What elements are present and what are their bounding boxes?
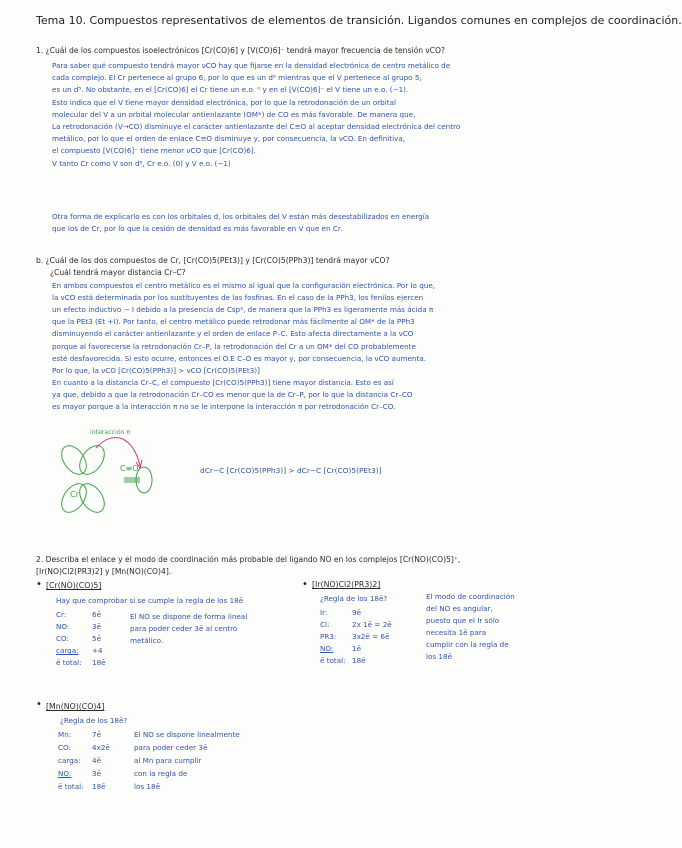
count-label: PR3:: [320, 632, 337, 641]
bullet-icon: •: [302, 579, 308, 590]
answer-line: es un d⁵. No obstante, en el [Cr(CO)6] el Cr tiene un e.o. ⁰ y en el [V(CO)6]⁻ el V tiene un e.o. (−1).: [52, 85, 409, 95]
mn-intro: ¿Regla de los 18ē?: [60, 716, 128, 725]
count-label: Ir:: [320, 608, 328, 617]
question-2: 2. Describa el enlace y el modo de coordinación más probable del ligando NO en los complejos [Cr(NO)(CO)5]⁺,: [36, 555, 461, 564]
count-value: 5ē: [92, 634, 101, 643]
answer-line: Por lo que, la νCO [Cr(CO)5(PPh3)] > νCO [Cr(CO)5(PEt3)]: [52, 365, 260, 375]
answer-line: esté desfavorecida. Si esto ocurre, entonces el O.E C–O es mayor y, por consecuencia, la νCO aumenta.: [52, 353, 426, 363]
cr-header: [Cr(NO)(CO)5]: [46, 581, 102, 590]
answer-line: En cuanto a la distancia Cr–C, el compuesto [Cr(CO)5(PPh3)] tiene mayor distancia. Esto es así: [52, 377, 394, 387]
answer-line: disminuyendo el carácter antienlazante y el orden de enlace P–C. Esto afecta directamente a la νCO: [52, 329, 414, 339]
answer-line: que los de Cr, por lo que la cesión de densidad es más favorable en V que en Cr.: [52, 224, 343, 233]
count-label: ē total:: [320, 656, 346, 665]
count-value: 3x2ē = 6ē: [352, 632, 390, 641]
note-line: los 18ē: [134, 782, 160, 791]
count-label: CO:: [58, 743, 71, 752]
answer-line: ya que, debido a que la retrodonación Cr–CO es menor que la de Cr–P, por lo que la distancia Cr–CO: [52, 389, 413, 399]
ir-header: [Ir(NO)Cl2(PR3)2]: [312, 580, 381, 589]
question-1: 1. ¿Cuál de los compuestos isoelectrónicos [Cr(CO)6] y [V(CO)6]⁻ tendrá mayor frecuencia de tensión νCO?: [36, 46, 445, 55]
count-value: 18ē: [352, 656, 366, 665]
count-label: Cl:: [320, 620, 330, 629]
count-value: 4x2ē: [92, 743, 110, 752]
answer-line: que la PEt3 (Et +I). Por tanto, el centro metálico puede retrodonar más fácilmente al OM* de la PPh3: [52, 317, 415, 327]
answer-line: Esto indica que el V tiene mayor densidad electrónica, por lo que la retrodonación de un orbital: [52, 97, 396, 107]
count-value: 7ē: [92, 730, 101, 739]
note-line: los 18ē: [426, 652, 452, 661]
note-line: para poder ceder 3ē al centro: [130, 624, 238, 633]
answer-line: es mayor porque a la interacción π no se le interpone la interacción π por retrodonación Cr–CO.: [52, 402, 396, 411]
diagram-ligand: C≡O: [120, 464, 139, 473]
note-line: puesto que el Ir sólo: [426, 616, 500, 625]
note-line: El NO se dispone de forma lineal: [130, 612, 248, 621]
answer-line: un efecto inductivo − I debido a la presencia de Csp², de manera que la PPh3 es ligeramente más ácida π: [52, 305, 434, 315]
count-value: 18ē: [92, 782, 106, 791]
count-label: carga:: [58, 756, 81, 765]
count-label: NO:: [58, 769, 72, 778]
count-value: 9ē: [352, 608, 361, 617]
answer-line: Otra forma de explicarlo es con los orbitales d, los orbitales del V están más desestabilizados en energía: [52, 212, 430, 221]
cr-intro: Hay que comprobar si se cumple la regla de los 18ē: [56, 596, 244, 605]
count-label: ē total:: [56, 658, 82, 667]
note-line: para poder ceder 3ē: [134, 743, 208, 752]
answer-line: En ambos compuestos el centro metálico es el mismo al igual que la configuración electrónica. Por lo que,: [52, 281, 436, 290]
note-line: con la regla de: [134, 769, 188, 778]
ir-intro: ¿Regla de los 18ē?: [320, 594, 388, 603]
count-value: 1ē: [352, 644, 361, 653]
count-value: 3ē: [92, 622, 101, 631]
bullet-icon: •: [36, 699, 42, 710]
answer-line: metálico, por lo que el orden de enlace C≡O disminuye y, por consecuencia, la νCO. En definitiva,: [52, 134, 406, 144]
answer-line: La retrodonación (V→CO) disminuye el carácter antienlazante del C≡O al aceptar densidad electrónica del centro: [52, 122, 461, 131]
count-label: NO:: [56, 622, 70, 631]
diagram-metal: Cr: [70, 490, 79, 499]
question-1b-part2: ¿Cuál tendrá mayor distancia Cr–C?: [50, 268, 186, 277]
count-value: 2x 1ē = 2ē: [352, 620, 392, 629]
count-value: +4: [92, 646, 103, 655]
answer-line: el compuesto [V(CO)6]⁻ tiene menor νCO que [Cr(CO)6].: [52, 146, 256, 156]
count-label: ē total:: [58, 782, 84, 791]
count-value: 18ē: [92, 658, 106, 667]
question-1b: b. ¿Cuál de los dos compuestos de Cr, [Cr(CO)5(PEt3)] y [Cr(CO)5(PPh3)] tendrá mayor νCO?: [36, 256, 390, 265]
note-line: metálico.: [130, 636, 164, 645]
answer-line: porque al favorecerse la retrodonación Cr–P, la retrodonación del Cr a un OM* del CO probablemente: [52, 341, 416, 351]
count-value: 4ē: [92, 756, 101, 765]
answer-line: la νCO está determinada por los sustituyentes de las fosfinas. En el caso de la PPh3, los fenilos ejercen: [52, 293, 424, 303]
note-line: necesita 1ē para: [426, 628, 487, 637]
answer-line: cada complejo. El Cr pertenece al grupo 6, por lo que es un d⁶ mientras que el V pertenece al grupo 5,: [52, 73, 422, 83]
count-label: Cr:: [56, 610, 67, 619]
bullet-icon: •: [36, 579, 42, 590]
note-line: al Mn para cumplir: [134, 756, 202, 765]
note-line: del NO es angular,: [426, 604, 493, 613]
diagram-label: interacción π: [90, 429, 131, 436]
count-label: Mn:: [58, 730, 72, 739]
answer-line: V tanto Cr como V son d⁶, Cr e.o. (0) y V e.o. (−1): [52, 158, 231, 168]
count-value: 6ē: [92, 610, 101, 619]
count-label: carga:: [56, 646, 79, 655]
note-line: El modo de coordinación: [426, 592, 515, 601]
note-line: El NO se dispone linealmente: [134, 730, 240, 739]
note-line: cumplir con la regla de: [426, 640, 509, 649]
answer-line: molecular del V a un orbital molecular antienlazante (OM*) de CO es más favorable. De manera que,: [52, 109, 416, 119]
count-label: NO:: [320, 644, 334, 653]
answer-line: Para saber qué compuesto tendrá mayor νCO hay que fijarse en la densidad electrónica de centro metálico de: [52, 61, 451, 70]
count-value: 3ē: [92, 769, 101, 778]
question-2-part2: [Ir(NO)Cl2(PR3)2] y [Mn(NO)(CO)4].: [36, 567, 172, 576]
page-title: Tema 10. Compuestos representativos de elementos de transición. Ligandos comunes en complejos de coordinación.: [36, 14, 682, 27]
distance-relation: dCr−C [Cr(CO)5(PPh3)] > dCr−C [Cr(CO)5(PEt3)]: [200, 466, 382, 475]
count-label: CO:: [56, 634, 69, 643]
mn-header: [Mn(NO)(CO)4]: [46, 702, 105, 711]
